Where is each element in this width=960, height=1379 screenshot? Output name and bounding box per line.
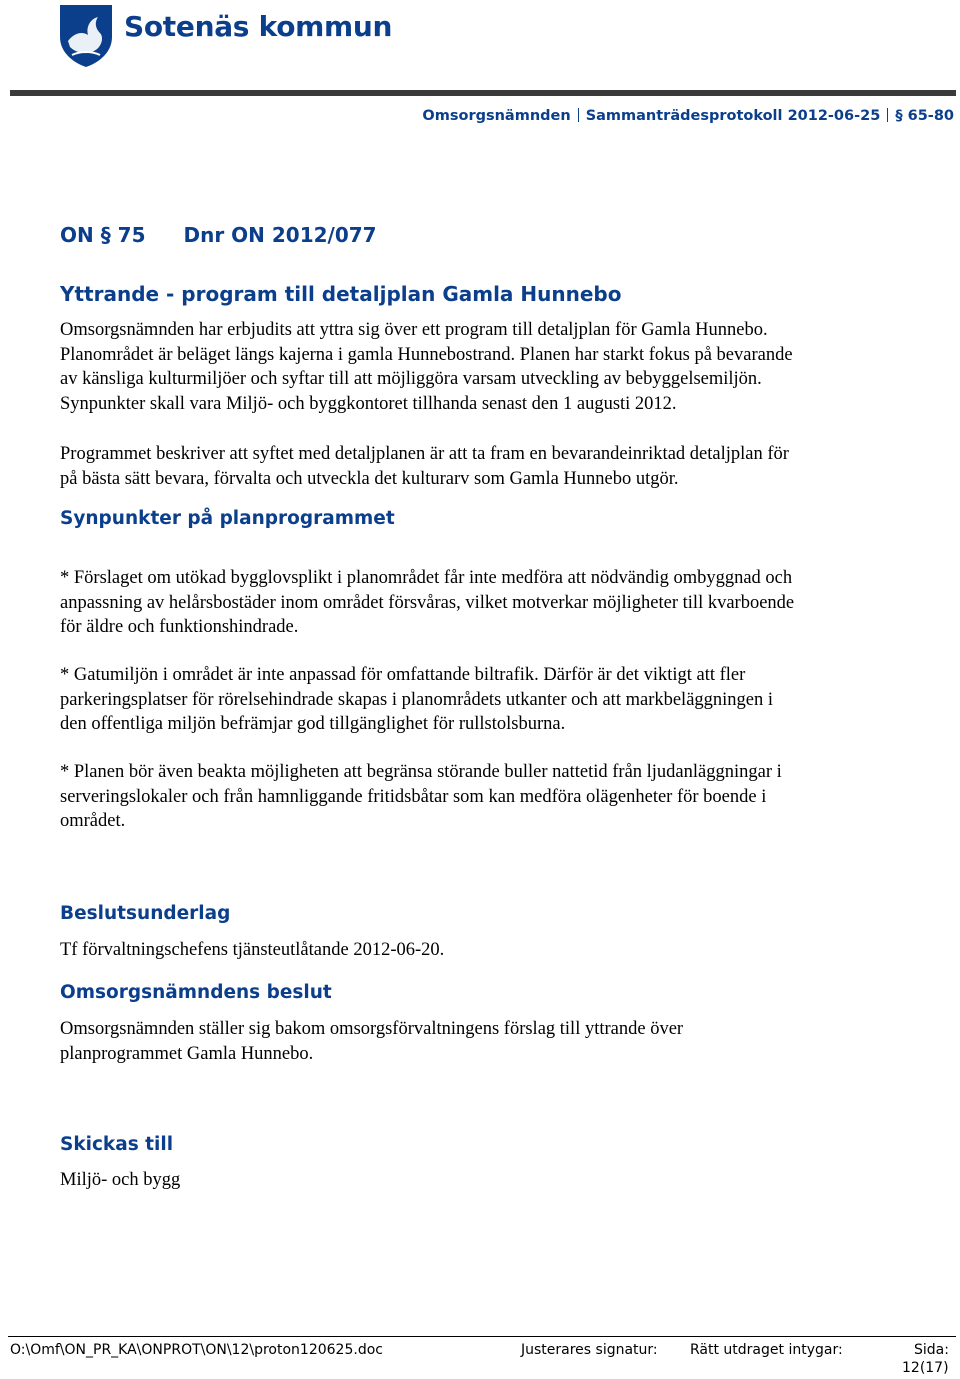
program-paragraph — [60, 442, 789, 491]
beslut-heading: Omsorgsnämndens beslut — [60, 982, 332, 1003]
paragraph-line: parkeringsplatser för rörelsehindrade skapas i planområdets utkanter och att markbeläggningen i — [60, 689, 774, 710]
header-paragraph-symbol: § — [895, 108, 903, 124]
footer-file-path: O:\Omf\ON_PR_KA\ONPROT\ON\12\proton120625.doc — [10, 1342, 383, 1358]
synpunkter-heading: Synpunkter på planprogrammet — [60, 508, 395, 529]
header-rule — [10, 90, 956, 96]
intro-paragraph — [60, 318, 793, 416]
paragraph-line: anpassning av helårsbostäder inom området försvåras, vilket motverkar möjligheter till kvarboende — [60, 592, 795, 613]
header-date: 2012-06-25 — [787, 108, 881, 124]
beslutsunderlag-text: Tf förvaltningschefens tjänsteutlåtande 2012-06-20. — [60, 940, 445, 960]
paragraph-line: för äldre och funktionshindrade. — [60, 617, 299, 637]
footer-page-label: Sida: — [914, 1342, 949, 1358]
beslutsunderlag-heading: Beslutsunderlag — [60, 903, 231, 924]
synpunkt-item — [60, 663, 773, 737]
header-paragraphs: 65-80 — [907, 108, 954, 124]
synpunkt-item — [60, 566, 794, 640]
skickas-heading: Skickas till — [60, 1134, 174, 1155]
paragraph-line: den offentliga miljön befrämjar god tillgänglighet för rullstolsburna. — [60, 714, 566, 734]
skickas-text: Miljö- och bygg — [60, 1170, 181, 1190]
paragraph-line: * Förslaget om utökad bygglovsplikt i planområdet får inte medföra att nödvändig ombyggnad och — [60, 568, 793, 588]
protocol-header — [422, 108, 954, 124]
header-committee: Omsorgsnämnden — [422, 108, 571, 124]
paragraph-line: * Planen bör även beakta möjligheten att begränsa störande buller nattetid från ljudanläggningar i — [60, 762, 782, 782]
sotenas-coat-of-arms-icon — [58, 3, 114, 69]
paragraph-line: serveringslokaler och från hamnliggande fritidsbåtar som kan medföra olägenheter för boende i — [60, 786, 767, 807]
header-separator — [887, 108, 888, 122]
diary-number: Dnr ON 2012/077 — [183, 223, 377, 247]
footer-page-number: 12(17) — [902, 1360, 949, 1376]
paragraph-line: planprogrammet Gamla Hunnebo. — [60, 1043, 314, 1064]
paragraph-line: på bästa sätt bevara, förvalta och utveckla det kulturarv som Gamla Hunnebo utgör. — [60, 468, 679, 489]
section-title: Yttrande - program till detaljplan Gamla Hunnebo — [60, 282, 622, 306]
paragraph-line: Omsorgsnämnden har erbjudits att yttra sig över ett program till detaljplan för Gamla Hunnebo. — [60, 320, 768, 340]
paragraph-line: av känsliga kulturmiljöer och syftar till att möjliggöra varsam utveckling av bebyggelsemiljön. — [60, 369, 762, 389]
paragraph-line: Planområdet är beläget längs kajerna i gamla Hunnebostrand. Planen har starkt fokus på bevarande — [60, 344, 793, 365]
paragraph-line: området. — [60, 811, 126, 831]
footer-rule — [8, 1336, 956, 1337]
section-identifier — [60, 223, 377, 247]
brand-name: Sotenäs kommun — [124, 10, 393, 43]
beslut-text — [60, 1017, 683, 1066]
paragraph-line: * Gatumiljön i området är inte anpassad för omfattande biltrafik. Därför är det viktigt att fler — [60, 665, 746, 685]
paragraph-line: Programmet beskriver att syftet med detaljplanen är att ta fram en bevarandeinriktad detaljplan för — [60, 444, 789, 464]
paragraph-line: Omsorgsnämnden ställer sig bakom omsorgsförvaltningens förslag till yttrande över — [60, 1019, 684, 1039]
footer-ratt-utdraget: Rätt utdraget intygar: — [690, 1342, 843, 1358]
section-number: ON § 75 — [60, 223, 146, 247]
header-separator — [578, 108, 579, 122]
footer-justeras-signatur: Justerares signatur: — [521, 1342, 658, 1358]
synpunkt-item — [60, 760, 782, 834]
paragraph-line: Synpunkter skall vara Miljö- och byggkontoret tillhanda senast den 1 augusti 2012. — [60, 393, 677, 414]
header-doc-type: Sammanträdesprotokoll — [585, 108, 783, 124]
